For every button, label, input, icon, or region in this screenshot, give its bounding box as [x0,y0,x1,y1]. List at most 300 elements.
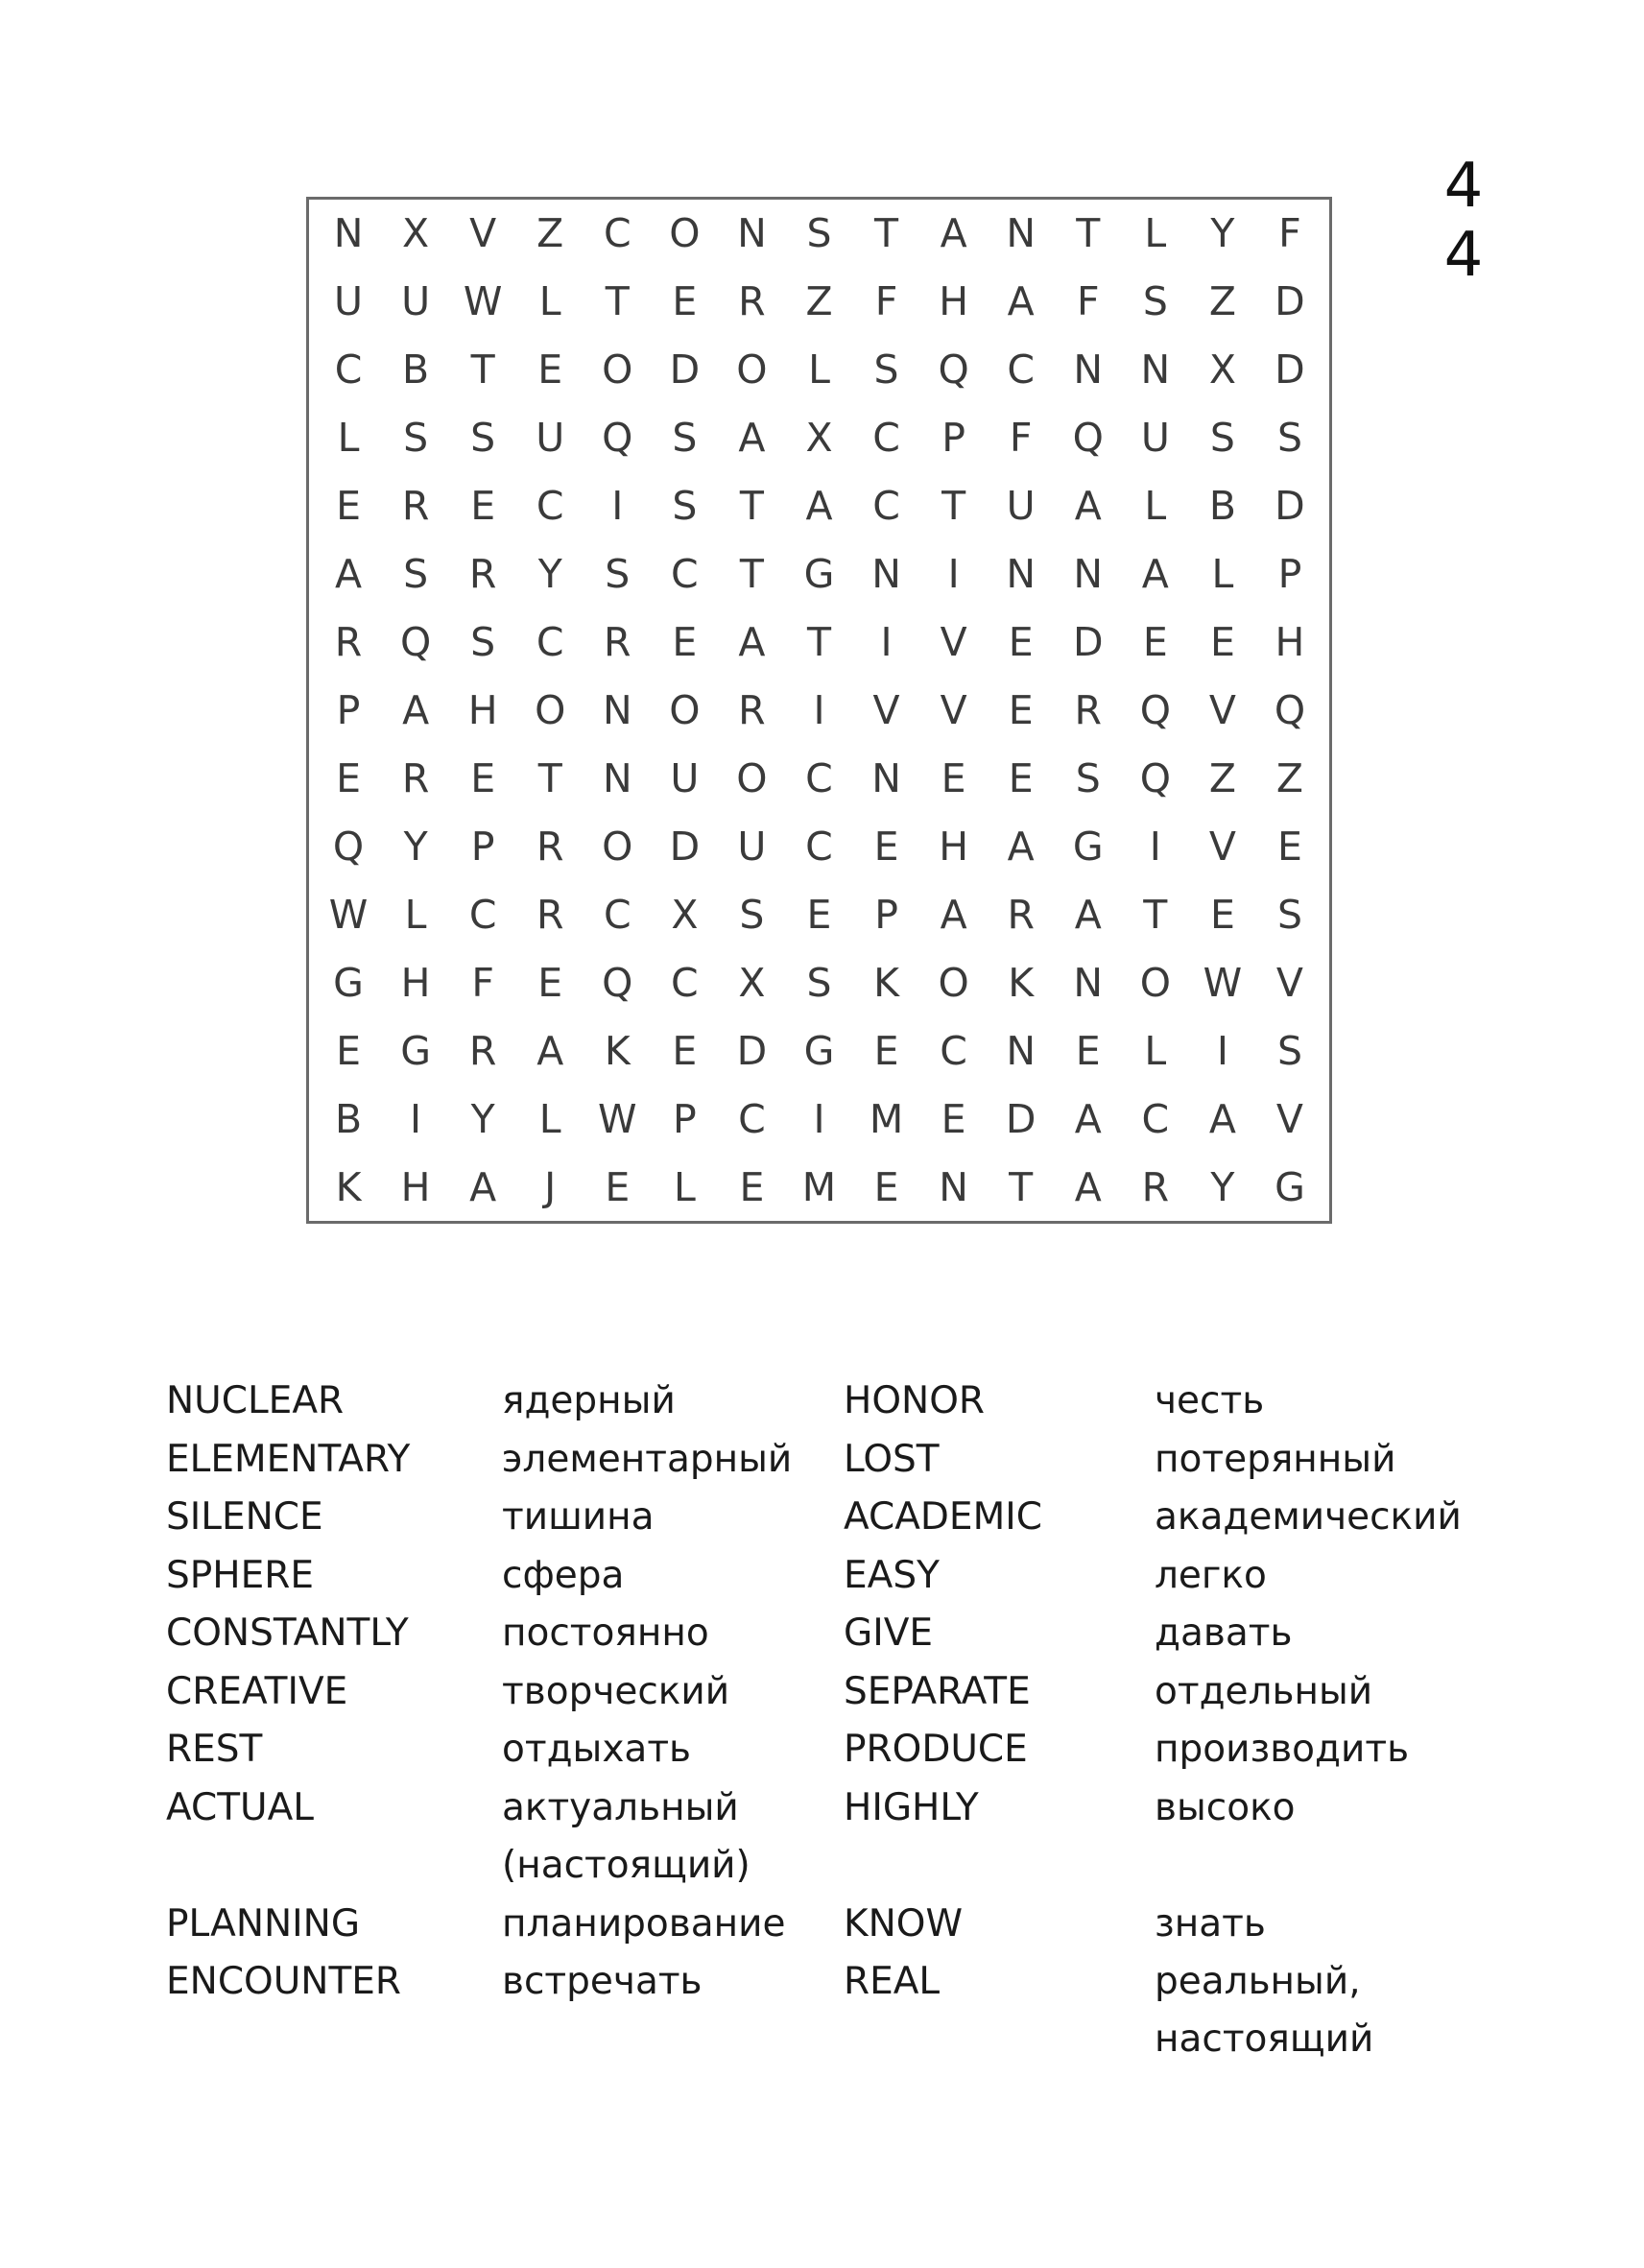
grid-letter: S [1276,415,1302,462]
translation-line: легко [1155,1553,1267,1597]
english-word: LOST [844,1437,940,1481]
grid-letter: Z [1275,754,1303,801]
english-word: NUCLEAR [166,1379,345,1422]
russian-translation [1155,1721,1409,1779]
grid-letter: E [470,754,496,801]
grid-letter: C [872,483,900,530]
grid-letter: N [1006,1027,1036,1074]
grid-letter: S [672,483,698,530]
grid-letter: H [1275,619,1305,666]
english-word: HIGHLY [844,1785,979,1829]
grid-letter: Z [1208,278,1236,325]
grid-letter: A [1074,483,1102,530]
russian-translation [1155,1953,1373,2068]
english-word: REAL [844,1960,941,2003]
grid-letter: E [336,483,361,530]
translation-line: потерянный [1155,1437,1396,1481]
grid-letter: R [1141,1163,1170,1210]
grid-letter: D [1275,278,1305,325]
translation-line: честь [1155,1379,1265,1422]
grid-letter: V [1208,823,1236,870]
grid-letter: E [1008,619,1034,666]
grid-letter: E [605,1163,631,1210]
grid-letter: A [469,1163,497,1210]
grid-letter: P [470,823,495,870]
russian-translation [502,1721,691,1779]
grid-letter: D [1072,619,1104,666]
grid-letter: V [940,619,967,666]
grid-letter: I [813,1095,825,1142]
grid-letter: E [1142,619,1168,666]
grid-letter: U [1006,483,1036,530]
russian-translation [502,1779,751,1895]
word-list-row [166,1721,1510,1779]
grid-letter: I [1216,1027,1228,1074]
translation-line: академический [1155,1495,1462,1539]
grid-letter: R [401,754,430,801]
russian-translation [502,1431,792,1489]
grid-letter: F [1009,415,1033,462]
grid-letter: C [805,754,833,801]
grid-letter: T [1143,891,1168,938]
grid-letter: Z [536,210,564,257]
grid-letter: D [1275,346,1305,394]
grid-letter: S [470,415,496,462]
grid-letter: Q [938,346,969,394]
grid-letter: T [470,346,495,394]
russian-translation [502,1547,624,1605]
grid-letter: I [880,619,893,666]
grid-letter: E [1008,754,1034,801]
grid-letter: O [602,346,633,394]
grid-letter: E [1209,619,1235,666]
grid-letter: U [334,278,364,325]
grid-letter: U [670,754,700,801]
translation-line: ядерный [502,1379,676,1422]
grid-letter: G [1275,1163,1305,1210]
grid-letter: A [1074,1095,1102,1142]
grid-letter: S [873,346,899,394]
grid-letter: S [403,551,429,598]
grid-letter: A [1141,551,1169,598]
grid-letter: F [1076,278,1100,325]
grid-letter: R [536,823,564,870]
grid-letter: C [940,1027,967,1074]
grid-letter: N [1140,346,1171,394]
grid-letter: D [669,346,701,394]
grid-letter: R [1007,891,1035,938]
grid-letter: N [939,1163,968,1210]
english-word: REST [166,1728,263,1771]
grid-letter: M [801,1163,837,1210]
grid-letter: I [410,1095,422,1142]
grid-letter: A [738,619,766,666]
grid-letter: R [738,686,766,733]
grid-letter: C [1007,346,1035,394]
grid-letter: S [672,415,698,462]
translation-line: планирование [502,1901,786,1946]
grid-letter: H [400,1163,431,1210]
page-number [1411,152,1516,290]
translation-line: сфера [502,1553,625,1597]
grid-letter: G [1072,823,1104,870]
grid-letter: Q [602,959,633,1006]
grid-letter: N [602,754,632,801]
grid-letter: Q [1139,686,1171,733]
translation-line: отдыхать [502,1728,692,1771]
grid-letter: V [1275,1095,1303,1142]
grid-letter: G [333,959,364,1006]
grid-letter: Q [1072,415,1104,462]
grid-letter: T [874,210,899,257]
english-word: CONSTANTLY [166,1611,409,1655]
grid-letter: C [1141,1095,1170,1142]
russian-translation [502,1953,703,2011]
grid-letter: T [1009,1163,1034,1210]
grid-letter: H [939,278,969,325]
grid-letter: D [1005,1095,1036,1142]
grid-letter: O [535,686,566,733]
grid-letter: A [335,551,363,598]
grid-letter: Y [1210,1163,1235,1210]
grid-letter: Z [1208,754,1236,801]
grid-letter: E [873,1027,899,1074]
english-word: SPHERE [166,1553,314,1597]
translation-line: творческий [502,1669,730,1713]
grid-letter: N [1006,210,1036,257]
grid-letter: I [1149,823,1161,870]
grid-letter: N [1006,551,1036,598]
grid-letter: K [604,1027,631,1074]
grid-letter: S [605,551,631,598]
grid-letter: E [336,754,361,801]
grid-letter: L [337,415,360,462]
english-word: PLANNING [166,1901,361,1946]
grid-letter: T [605,278,630,325]
english-word: ACTUAL [166,1785,315,1829]
grid-letter: E [941,1095,966,1142]
grid-letter: E [806,891,832,938]
english-word: ELEMENTARY [166,1437,411,1481]
grid-letter: S [806,959,832,1006]
grid-letter: O [736,346,768,394]
grid-letter: O [1139,959,1171,1006]
russian-translation [1155,1896,1266,1953]
russian-translation [502,1896,786,1953]
grid-letter: Q [602,415,633,462]
grid-letter: S [739,891,765,938]
grid-letter: A [1208,1095,1236,1142]
grid-letter: R [401,483,430,530]
word-list-row [166,1663,1510,1722]
grid-letter: T [941,483,966,530]
grid-letter: S [470,619,496,666]
page-number-line-2: 4 [1443,220,1484,291]
translation-line: отдельный [1155,1669,1373,1713]
grid-letter: T [537,754,562,801]
grid-letter: E [537,959,563,1006]
grid-letter: L [1211,551,1234,598]
english-word: EASY [844,1553,940,1597]
grid-letter: U [536,415,565,462]
grid-letter: B [1208,483,1236,530]
english-word: PRODUCE [844,1728,1028,1771]
translation-line: знать [1155,1901,1266,1946]
russian-translation [1155,1605,1292,1662]
grid-letter: M [869,1095,904,1142]
grid-letter: E [1209,891,1235,938]
russian-translation [502,1663,729,1721]
grid-letter: E [941,754,966,801]
grid-letter: L [404,891,427,938]
grid-letter: C [738,1095,766,1142]
grid-letter: N [871,754,901,801]
translation-line: элементарный [502,1437,793,1481]
grid-letter: Y [470,1095,495,1142]
grid-letter: R [604,619,631,666]
grid-letter: O [938,959,969,1006]
english-word: CREATIVE [166,1669,348,1713]
grid-letter: T [739,551,764,598]
grid-letter: Y [537,551,562,598]
word-list-row [166,1896,1510,1954]
grid-letter: E [672,1027,698,1074]
translation-line: тишина [502,1495,655,1539]
grid-letter: Q [1274,686,1306,733]
grid-letter: W [463,278,503,325]
grid-letter: L [538,1095,561,1142]
english-word: SILENCE [166,1495,323,1539]
translation-line: давать [1155,1611,1293,1655]
grid-letter: V [940,686,967,733]
russian-translation [1155,1779,1296,1837]
grid-letter: V [469,210,497,257]
grid-letter: C [536,483,564,530]
grid-letter: O [669,686,701,733]
grid-letter: N [1073,346,1104,394]
russian-translation [502,1489,655,1546]
grid-letter: P [336,686,361,733]
grid-letter: X [402,210,430,257]
grid-letter: R [334,619,363,666]
grid-letter: S [1209,415,1235,462]
grid-letter: U [401,278,431,325]
grid-letter: N [1073,551,1104,598]
translation-line: (настоящий) [502,1843,751,1887]
grid-letter: T [1076,210,1101,257]
grid-letter: V [872,686,900,733]
grid-letter: I [611,483,624,530]
translation-line: актуальный [502,1785,739,1829]
grid-letter: Y [1210,210,1235,257]
grid-letter: V [1275,959,1303,1006]
grid-letter: F [874,278,898,325]
grid-letter: R [1074,686,1102,733]
grid-letter: E [537,346,563,394]
grid-letter: P [941,415,965,462]
grid-letter: A [1074,1163,1102,1210]
word-list-row [166,1547,1510,1606]
translation-line: реальный, [1155,1960,1361,2003]
translation-line: настоящий [1155,2017,1374,2061]
grid-letter: D [1275,483,1305,530]
grid-letter: C [603,210,631,257]
grid-letter: F [1278,210,1301,257]
grid-letter: X [738,959,766,1006]
grid-letter: E [1277,823,1302,870]
russian-translation [1155,1489,1462,1546]
grid-letter: E [672,619,698,666]
translation-line: высоко [1155,1785,1296,1829]
page-number-line-1: 4 [1443,151,1484,222]
grid-letter: S [1142,278,1168,325]
grid-letter: X [805,415,833,462]
grid-letter: A [1007,278,1035,325]
grid-letter: W [598,1095,637,1142]
english-word: GIVE [844,1611,934,1655]
grid-letter: I [813,686,825,733]
grid-letter: Y [403,823,428,870]
grid-letter: C [872,415,900,462]
grid-letter: S [1276,1027,1302,1074]
grid-letter: O [736,754,768,801]
grid-letter: E [1008,686,1034,733]
word-list-row [166,1489,1510,1547]
grid-letter: T [806,619,832,666]
english-word: KNOW [844,1901,964,1946]
grid-letter: L [538,278,561,325]
grid-letter: C [468,891,497,938]
grid-letter: O [669,210,701,257]
grid-letter: R [738,278,766,325]
grid-letter: H [939,823,969,870]
word-list-row [166,1373,1510,1431]
grid-letter: Z [805,278,833,325]
grid-letter: E [336,1027,361,1074]
grid-letter: G [803,1027,835,1074]
grid-letter: N [602,686,632,733]
grid-letter: G [803,551,835,598]
grid-letter: D [669,823,701,870]
grid-letter: U [737,823,767,870]
grid-letter: S [1075,754,1101,801]
russian-translation [1155,1431,1395,1489]
grid-letter: Q [399,619,432,666]
grid-letter: A [1007,823,1035,870]
grid-letter: C [671,551,699,598]
grid-letter: D [736,1027,768,1074]
english-word: HONOR [844,1379,985,1422]
grid-letter: Q [332,823,365,870]
grid-letter: E [1075,1027,1101,1074]
grid-letter: L [808,346,830,394]
grid-letter: A [738,415,766,462]
translation-line: постоянно [502,1611,709,1655]
grid-letter: S [403,415,429,462]
translation-line: производить [1155,1728,1410,1771]
grid-letter: E [672,278,698,325]
grid-letter: R [468,551,497,598]
grid-letter: E [873,1163,899,1210]
grid-letter: Q [1139,754,1171,801]
grid-letter: I [947,551,960,598]
grid-letter: X [1208,346,1236,394]
grid-letter: N [333,210,364,257]
word-list-row [166,1779,1510,1896]
grid-letter: C [805,823,833,870]
word-list-row [166,1953,1510,2069]
grid-letter: E [739,1163,765,1210]
word-search-grid [306,197,1332,1224]
grid-letter: B [334,1095,363,1142]
grid-letter: H [467,686,498,733]
grid-letter: N [871,551,901,598]
grid-letter: S [806,210,832,257]
grid-letter: K [873,959,899,1006]
word-list-row [166,1431,1510,1490]
grid-letter: W [328,891,369,938]
grid-letter: X [671,891,699,938]
grid-letter: C [671,959,699,1006]
word-list [166,1373,1510,2069]
grid-letter: A [402,686,430,733]
russian-translation [1155,1547,1267,1605]
grid-letter: K [335,1163,362,1210]
grid-letter: C [603,891,631,938]
translation-line: встречать [502,1960,703,2003]
grid-letter: L [1144,1027,1167,1074]
grid-letter: A [940,891,967,938]
grid-letter: B [402,346,430,394]
grid-letter: R [468,1027,497,1074]
grid-letter: E [873,823,899,870]
grid-letter: S [1276,891,1302,938]
grid-letter: L [673,1163,696,1210]
grid-letter: O [602,823,633,870]
english-word: SEPARATE [844,1669,1031,1713]
grid-letter: P [672,1095,697,1142]
grid-letter: T [739,483,764,530]
russian-translation [502,1373,676,1430]
grid-letter: A [805,483,833,530]
grid-letter: W [1203,959,1243,1006]
english-word: ACADEMIC [844,1495,1042,1539]
grid-letter: V [1208,686,1236,733]
grid-letter: K [1008,959,1035,1006]
russian-translation [502,1605,709,1662]
grid-letter: U [1140,415,1170,462]
grid-letter: L [1144,483,1167,530]
grid-letter: C [334,346,363,394]
grid-letter: G [400,1027,431,1074]
grid-letter: P [1277,551,1302,598]
grid-letter: A [940,210,967,257]
grid-letter: P [874,891,898,938]
grid-letter: N [1073,959,1104,1006]
grid-letter: H [400,959,431,1006]
grid-letter: F [471,959,494,1006]
russian-translation [1155,1373,1264,1430]
grid-letter: N [737,210,767,257]
grid-letter: A [1074,891,1102,938]
grid-letter: R [536,891,564,938]
grid-letter: J [544,1163,557,1210]
russian-translation [1155,1663,1372,1721]
grid-letter: A [536,1027,564,1074]
word-list-row [166,1605,1510,1663]
grid-letter: E [470,483,496,530]
grid-letter: C [536,619,564,666]
